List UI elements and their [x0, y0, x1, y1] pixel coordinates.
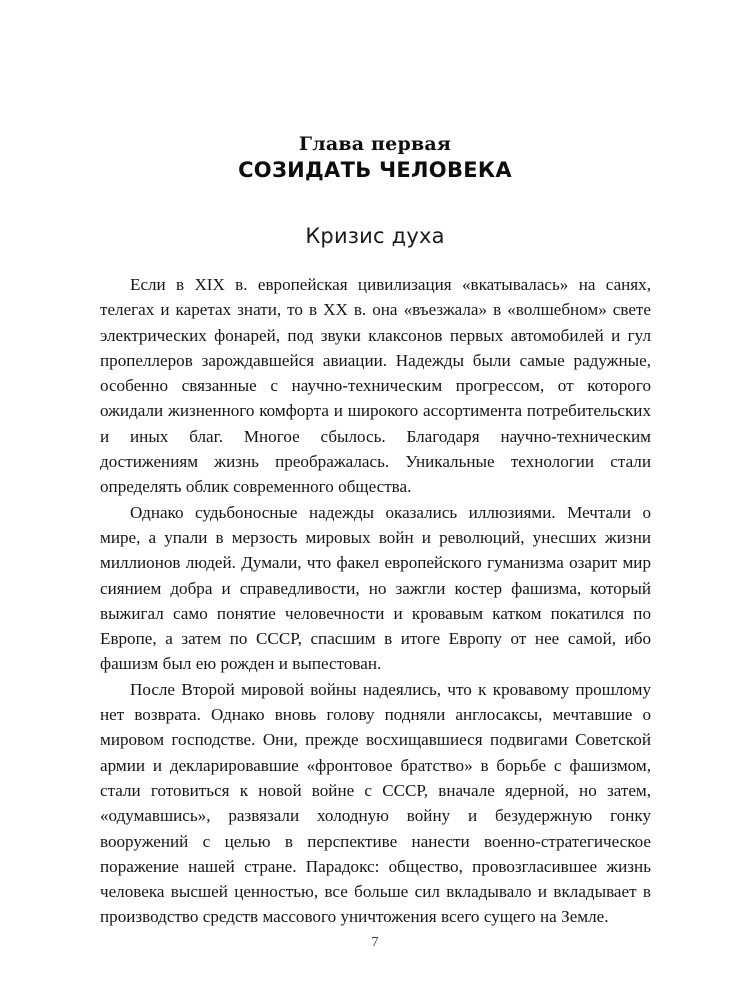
- chapter-label: Глава первая: [298, 133, 452, 155]
- body-text-column: [100, 272, 651, 930]
- chapter-heading-block: [100, 132, 650, 184]
- paragraph: После Второй мировой войны надеялись, что к кровавому прошлому нет возврата. Однако вновь голову подняли англосаксы, мечтавшие о мировом господстве. Они, прежде восхищавшиеся подвигами Советской армии и декларировавшие «фронтовое братство» в борьбе с фашизмом, стали готовиться к новой войне с СССР, вначале ядерной, но затем, «одумавшись», развязали холодную войну и безудержную гонку вооружений с целью в перспективе нанести военно-стратегическое поражение нашей стране. Парадокс: общество, провозгласившее жизнь человека высшей ценностью, все больше сил вкладывало и вкладывает в производство средств массового уничтожения всего сущего на Земле.: [100, 679, 651, 927]
- paragraph: Если в XIX в. европейская цивилизация «вкатывалась» на санях, телегах и каретах знати, то в XX в. она «въезжала» в «волшебном» свете электрических фонарей, под звуки клаксонов первых автомобилей и гул пропеллеров зарождавшейся авиации. Надежды были самые радужные, особенно связанные с научно-техническим прогрессом, от которого ожидали жизненного комфорта и широкого ассортимента потребительских и иных благ. Многое сбылось. Благодаря научно-техническим достижениям жизнь преображалась. Уникальные технологии стали определять облик современного общества.: [100, 275, 651, 497]
- section-heading: Кризис духа: [305, 224, 445, 248]
- paragraph: Однако судьбоносные надежды оказались иллюзиями. Мечтали о мире, а упали в мерзость мировых войн и революций, унесших жизни миллионов людей. Думали, что факел европейского гуманизма озарит мир сиянием добра и справедливости, но зажгли костер фашизма, который выжигал само понятие человечности и кровавым катком покатился по Европе, а затем по СССР, спасшим в итоге Европу от нее самой, ибо фашизм был ею рожден и выпестован.: [100, 502, 651, 674]
- chapter-title: СОЗИДАТЬ ЧЕЛОВЕКА: [238, 158, 512, 182]
- page-number: 7: [371, 935, 379, 950]
